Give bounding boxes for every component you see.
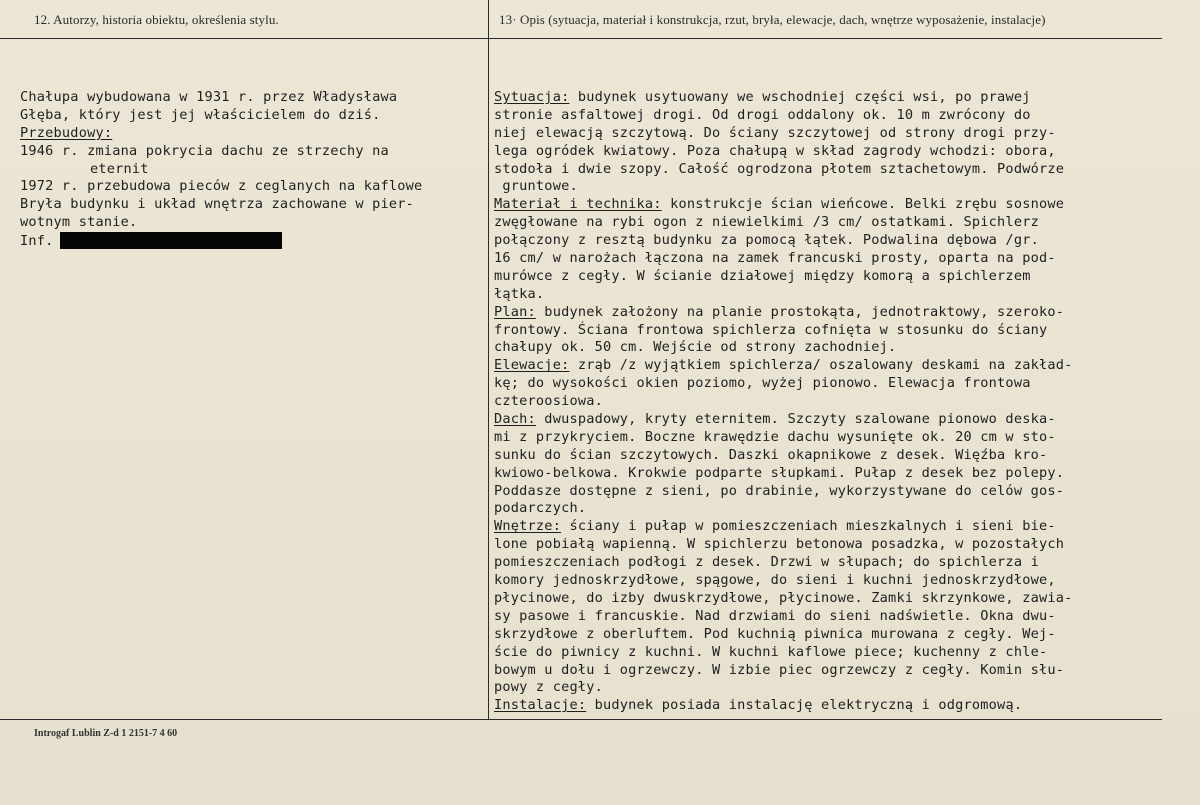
line-text: czteroosiowa. <box>494 393 603 410</box>
line-text: łątka. <box>494 285 545 302</box>
text-line <box>494 590 1174 608</box>
text-line <box>494 196 1174 214</box>
text-line <box>20 107 490 125</box>
line-text: płycinowe, do izby dwuskrzydłowe, płycinowe. Zamki skrzynkowe, zawia- <box>494 589 1073 606</box>
text-line <box>494 304 1174 322</box>
line-text: sunku do ścian szczytowych. Daszki okapnikowe z desek. Więźba kro- <box>494 446 1048 463</box>
line-text: chałupy ok. 50 cm. Wejście od strony zachodniej. <box>494 339 897 356</box>
text-line <box>20 232 490 250</box>
history-column <box>20 89 490 250</box>
description-column <box>494 89 1174 715</box>
text-line <box>494 626 1174 644</box>
line-text: 1972 r. przebudowa pieców z ceglanych na kaflowe <box>20 178 423 195</box>
text-line <box>494 518 1174 536</box>
line-text: bowym u dołu i ogrzewczy. W izbie piec ogrzewczy z cegły. Komin słu- <box>494 661 1065 678</box>
line-text: 16 cm/ w narożach łączona na zamek francuski prosty, oparta na pod- <box>494 250 1056 267</box>
text-line <box>494 483 1174 501</box>
text-line <box>20 196 490 214</box>
text-line <box>494 465 1174 483</box>
section-13-header: 13· Opis (sytuacja, materiał i konstrukcja, rzut, bryła, elewacje, dach, wnętrze wyposażenie, instalacje) <box>499 12 1046 27</box>
header-divider <box>0 38 1162 39</box>
text-line <box>494 286 1174 304</box>
text-line <box>494 679 1174 697</box>
text-line <box>494 644 1174 662</box>
text-line <box>494 662 1174 680</box>
text-line <box>494 357 1174 375</box>
line-text: sy pasowe i francuskie. Nad drzwiami do sieni nadświetle. Okna dwu- <box>494 607 1056 624</box>
text-line <box>494 232 1174 250</box>
text-line <box>494 178 1174 196</box>
text-line <box>494 250 1174 268</box>
text-line <box>20 161 490 179</box>
line-text: stronie asfaltowej drogi. Od drogi oddalony ok. 10 m zwrócony do <box>494 106 1031 123</box>
line-text: dwuspadowy, kryty eternitem. Szczyty szalowane pionowo deska- <box>535 411 1056 428</box>
section-heading: Dach: <box>494 411 536 428</box>
line-text: budynek posiada instalację elektryczną i odgromową. <box>586 697 1023 714</box>
line-text: powy z cegły. <box>494 679 603 696</box>
line-text: wotnym stanie. <box>20 214 138 231</box>
line-text: Poddasze dostępne z sieni, po drabinie, wykorzystywane do celów gos- <box>494 482 1065 499</box>
text-line <box>20 214 490 232</box>
line-text: zwęgłowane na rybi ogon z niewielkimi /3 cm/ ostatkami. Spichlerz <box>494 214 1039 231</box>
bottom-divider <box>0 719 1162 720</box>
section-heading: Elewacje: <box>494 357 570 374</box>
line-text: murówce z cegły. W ścianie działowej między komorą a spichlerzem <box>494 267 1031 284</box>
line-text: mi z przykryciem. Boczne krawędzie dachu wysunięte ok. 20 cm w sto- <box>494 428 1056 445</box>
section-heading: Wnętrze: <box>494 518 562 535</box>
text-line <box>20 178 490 196</box>
text-line <box>494 429 1174 447</box>
line-text: gruntowe. <box>494 178 578 195</box>
section-heading: Sytuacja: <box>494 89 570 105</box>
text-line <box>494 161 1174 179</box>
line-text: kę; do wysokości okien poziomo, wyżej pionowo. Elewacja frontowa <box>494 375 1031 392</box>
redaction-bar <box>60 232 282 249</box>
text-line <box>494 393 1174 411</box>
text-line <box>494 268 1174 286</box>
line-text: kwiowo-belkowa. Krokwie podparte słupkami. Pułap z desek bez polepy. <box>494 464 1065 481</box>
line-text: pomieszczeniach podłogi z desek. Drzwi w słupach; do spichlerza i <box>494 554 1039 571</box>
line-text: zrąb /z wyjątkiem spichlerza/ oszalowany deskami na zakład- <box>569 357 1073 374</box>
line-text: frontowy. Ściana frontowa spichlerza cofnięta w stosunku do ściany <box>494 321 1048 338</box>
line-text: podarczych. <box>494 500 587 517</box>
text-line <box>20 89 490 107</box>
line-text: stodoła i dwie szopy. Całość ogrodzona płotem sztachetowym. Podwórze <box>494 160 1065 177</box>
text-line <box>494 447 1174 465</box>
line-text: połączony z resztą budynku za pomocą łątek. Podwalina dębowa /gr. <box>494 232 1039 249</box>
line-text: budynek założony na planie prostokąta, jednotraktowy, szeroko- <box>535 303 1065 320</box>
line-text: skrzydłowe z oberluftem. Pod kuchnią piwnica murowana z cegły. Wej- <box>494 625 1056 642</box>
section-12-header: 12. Autorzy, historia obiektu, określenia stylu. <box>34 12 279 27</box>
line-text: ściany i pułap w pomieszczeniach mieszkalnych i sieni bie- <box>561 518 1056 535</box>
line-text: Głęba, który jest jej właścicielem do dziś. <box>20 106 381 123</box>
text-line <box>494 500 1174 518</box>
line-text: Bryła budynku i układ wnętrza zachowane w pier- <box>20 196 415 213</box>
text-line <box>494 375 1174 393</box>
text-line <box>494 554 1174 572</box>
section-heading: Plan: <box>494 303 536 320</box>
section-heading: Instalacje: <box>494 697 587 714</box>
subheading: Przebudowy: <box>20 124 113 141</box>
text-line <box>494 411 1174 429</box>
text-line <box>494 322 1174 340</box>
line-text: Chałupa wybudowana w 1931 r. przez Władysława <box>20 89 398 105</box>
line-text: 1946 r. zmiana pokrycia dachu ze strzechy na <box>20 142 389 159</box>
text-line <box>494 608 1174 626</box>
line-text: niej elewacją szczytową. Do ściany szczytowej od strony drogi przy- <box>494 124 1056 141</box>
text-line <box>494 536 1174 554</box>
text-line <box>20 125 490 143</box>
printer-imprint: Introgaf Lublin Z-d 1 2151-7 4 60 <box>34 728 178 739</box>
line-text: ście do piwnicy z kuchni. W kuchni kaflowe piece; kuchenny z chle- <box>494 643 1048 660</box>
section-heading: Materiał i technika: <box>494 196 662 213</box>
text-line <box>494 572 1174 590</box>
text-line <box>20 143 490 161</box>
line-text: Inf. <box>20 233 54 250</box>
text-line <box>494 143 1174 161</box>
line-text: lega ogródek kwiatowy. Poza chałupą w skład zagrody wchodzi: obora, <box>494 142 1056 159</box>
text-line <box>494 697 1174 715</box>
text-line <box>494 89 1174 107</box>
line-text: eternit <box>90 160 149 177</box>
line-text: komory jednoskrzydłowe, spągowe, do sieni i kuchni jednoskrzydłowe, <box>494 572 1056 589</box>
text-line <box>494 214 1174 232</box>
text-line <box>494 125 1174 143</box>
line-text: konstrukcje ścian wieńcowe. Belki zrębu sosnowe <box>661 196 1065 213</box>
line-text: lone pobiałą wapienną. W spichlerzu betonowa posadzka, w pozostałych <box>494 536 1065 553</box>
line-text: budynek usytuowany we wschodniej części wsi, po prawej <box>569 89 1031 105</box>
text-line <box>494 339 1174 357</box>
text-line <box>494 107 1174 125</box>
